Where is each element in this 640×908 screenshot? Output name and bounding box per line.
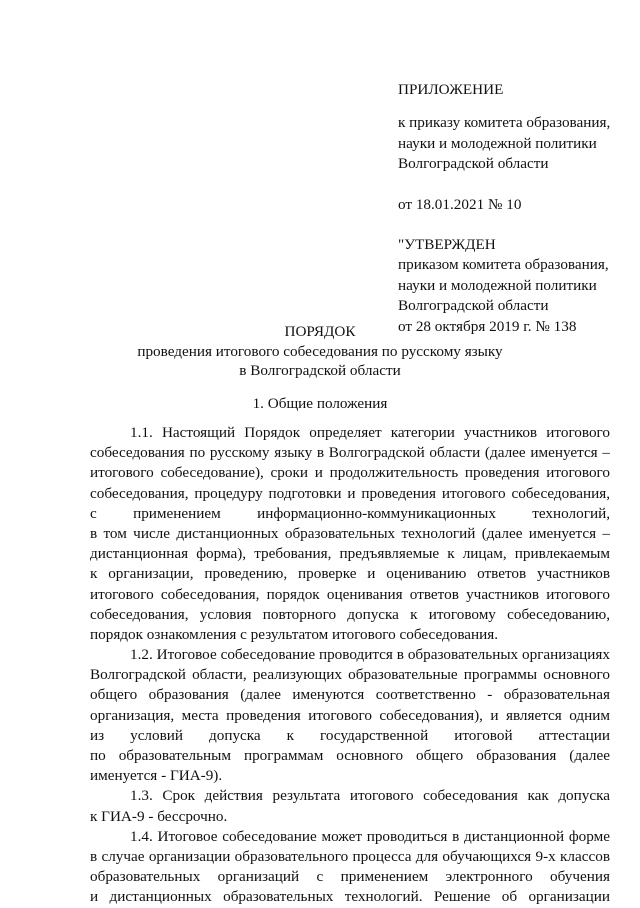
appendix-order-date: от 18.01.2021 № 10: [398, 195, 522, 213]
title-line: проведения итогового собеседования по русскому языку: [137, 342, 503, 360]
approved-line: "УТВЕРЖДЕН: [398, 236, 496, 254]
paragraph-line: порядок ознакомления с результатом итогового собеседования.: [90, 625, 499, 643]
appendix-block: [398, 80, 628, 337]
paragraph-line: к организации, проведению, проверке и оцениванию ответов участников: [90, 565, 610, 583]
paragraph-line: с применением информационно-коммуникационных технологий,: [90, 504, 610, 522]
approved-line: от 28 октября 2019 г. № 138: [398, 317, 577, 335]
paragraph-line: в том числе дистанционных образовательных технологий (далее именуется –: [90, 524, 610, 542]
paragraph-line: дистанционная форма), требования, предъявляемые к лицам, привлекаемым: [90, 545, 610, 563]
paragraph-line: 1.1. Настоящий Порядок определяет категории участников итогового: [130, 424, 610, 441]
document-title: [0, 322, 640, 381]
appendix-order-line: Волгоградской области: [398, 155, 549, 173]
paragraph-line: собеседования, процедуру подготовки и проведения итогового собеседования,: [90, 484, 610, 502]
paragraph-line: именуется - ГИА-9).: [90, 767, 223, 785]
appendix-order-line: науки и молодежной политики: [398, 134, 597, 152]
section-heading: 1. Общие положения: [252, 395, 388, 412]
paragraph-line: Волгоградской области, реализующих образовательные программы основного: [90, 666, 610, 684]
paragraph-line: и дистанционных образовательных технологий. Решение об организации: [90, 888, 610, 906]
paragraph-line: 1.4. Итоговое собеседование может проводиться в дистанционной форме: [130, 827, 610, 845]
paragraph-line: общего образования (далее именуются соответственно - образовательная: [90, 686, 610, 704]
title-line: ПОРЯДОК: [284, 323, 356, 340]
paragraph-line: 1.3. Срок действия результата итогового собеседования как допуска: [130, 787, 610, 805]
appendix-title: ПРИЛОЖЕНИЕ: [398, 81, 504, 98]
paragraph-line: образовательных организаций с применением электронного обучения: [90, 868, 610, 886]
body-text: [90, 423, 610, 908]
paragraph-line: 1.2. Итоговое собеседование проводится в образовательных организациях: [130, 646, 610, 664]
paragraph-line: собеседования, условия повторного допуска к итоговому собеседованию,: [90, 605, 610, 623]
paragraph-line: итогового собеседования, порядок оценивания ответов участников итогового: [90, 585, 610, 603]
paragraph-line: по образовательным программам основного общего образования (далее: [90, 747, 610, 764]
appendix-order-line: к приказу комитета образования,: [398, 114, 611, 132]
paragraph-line: итогового собеседование), сроки и продолжительность проведения итогового: [90, 464, 610, 482]
approved-line: приказом комитета образования,: [398, 256, 609, 274]
paragraph-line: из условий допуска к государственной итоговой аттестации: [90, 726, 610, 744]
approved-line: Волгоградской области: [398, 297, 549, 315]
paragraph-line: в случае организации образовательного процесса для обучающихся 9-х классов: [90, 847, 610, 865]
paragraph-line: собеседования по русскому языку в Волгоградской области (далее именуется –: [90, 444, 610, 462]
approved-line: науки и молодежной политики: [398, 276, 597, 294]
paragraph-line: организация, места проведения итогового собеседования), и является одним: [90, 706, 610, 724]
title-line: в Волгоградской области: [239, 362, 401, 380]
paragraph-line: к ГИА-9 - бессрочно.: [90, 807, 228, 825]
